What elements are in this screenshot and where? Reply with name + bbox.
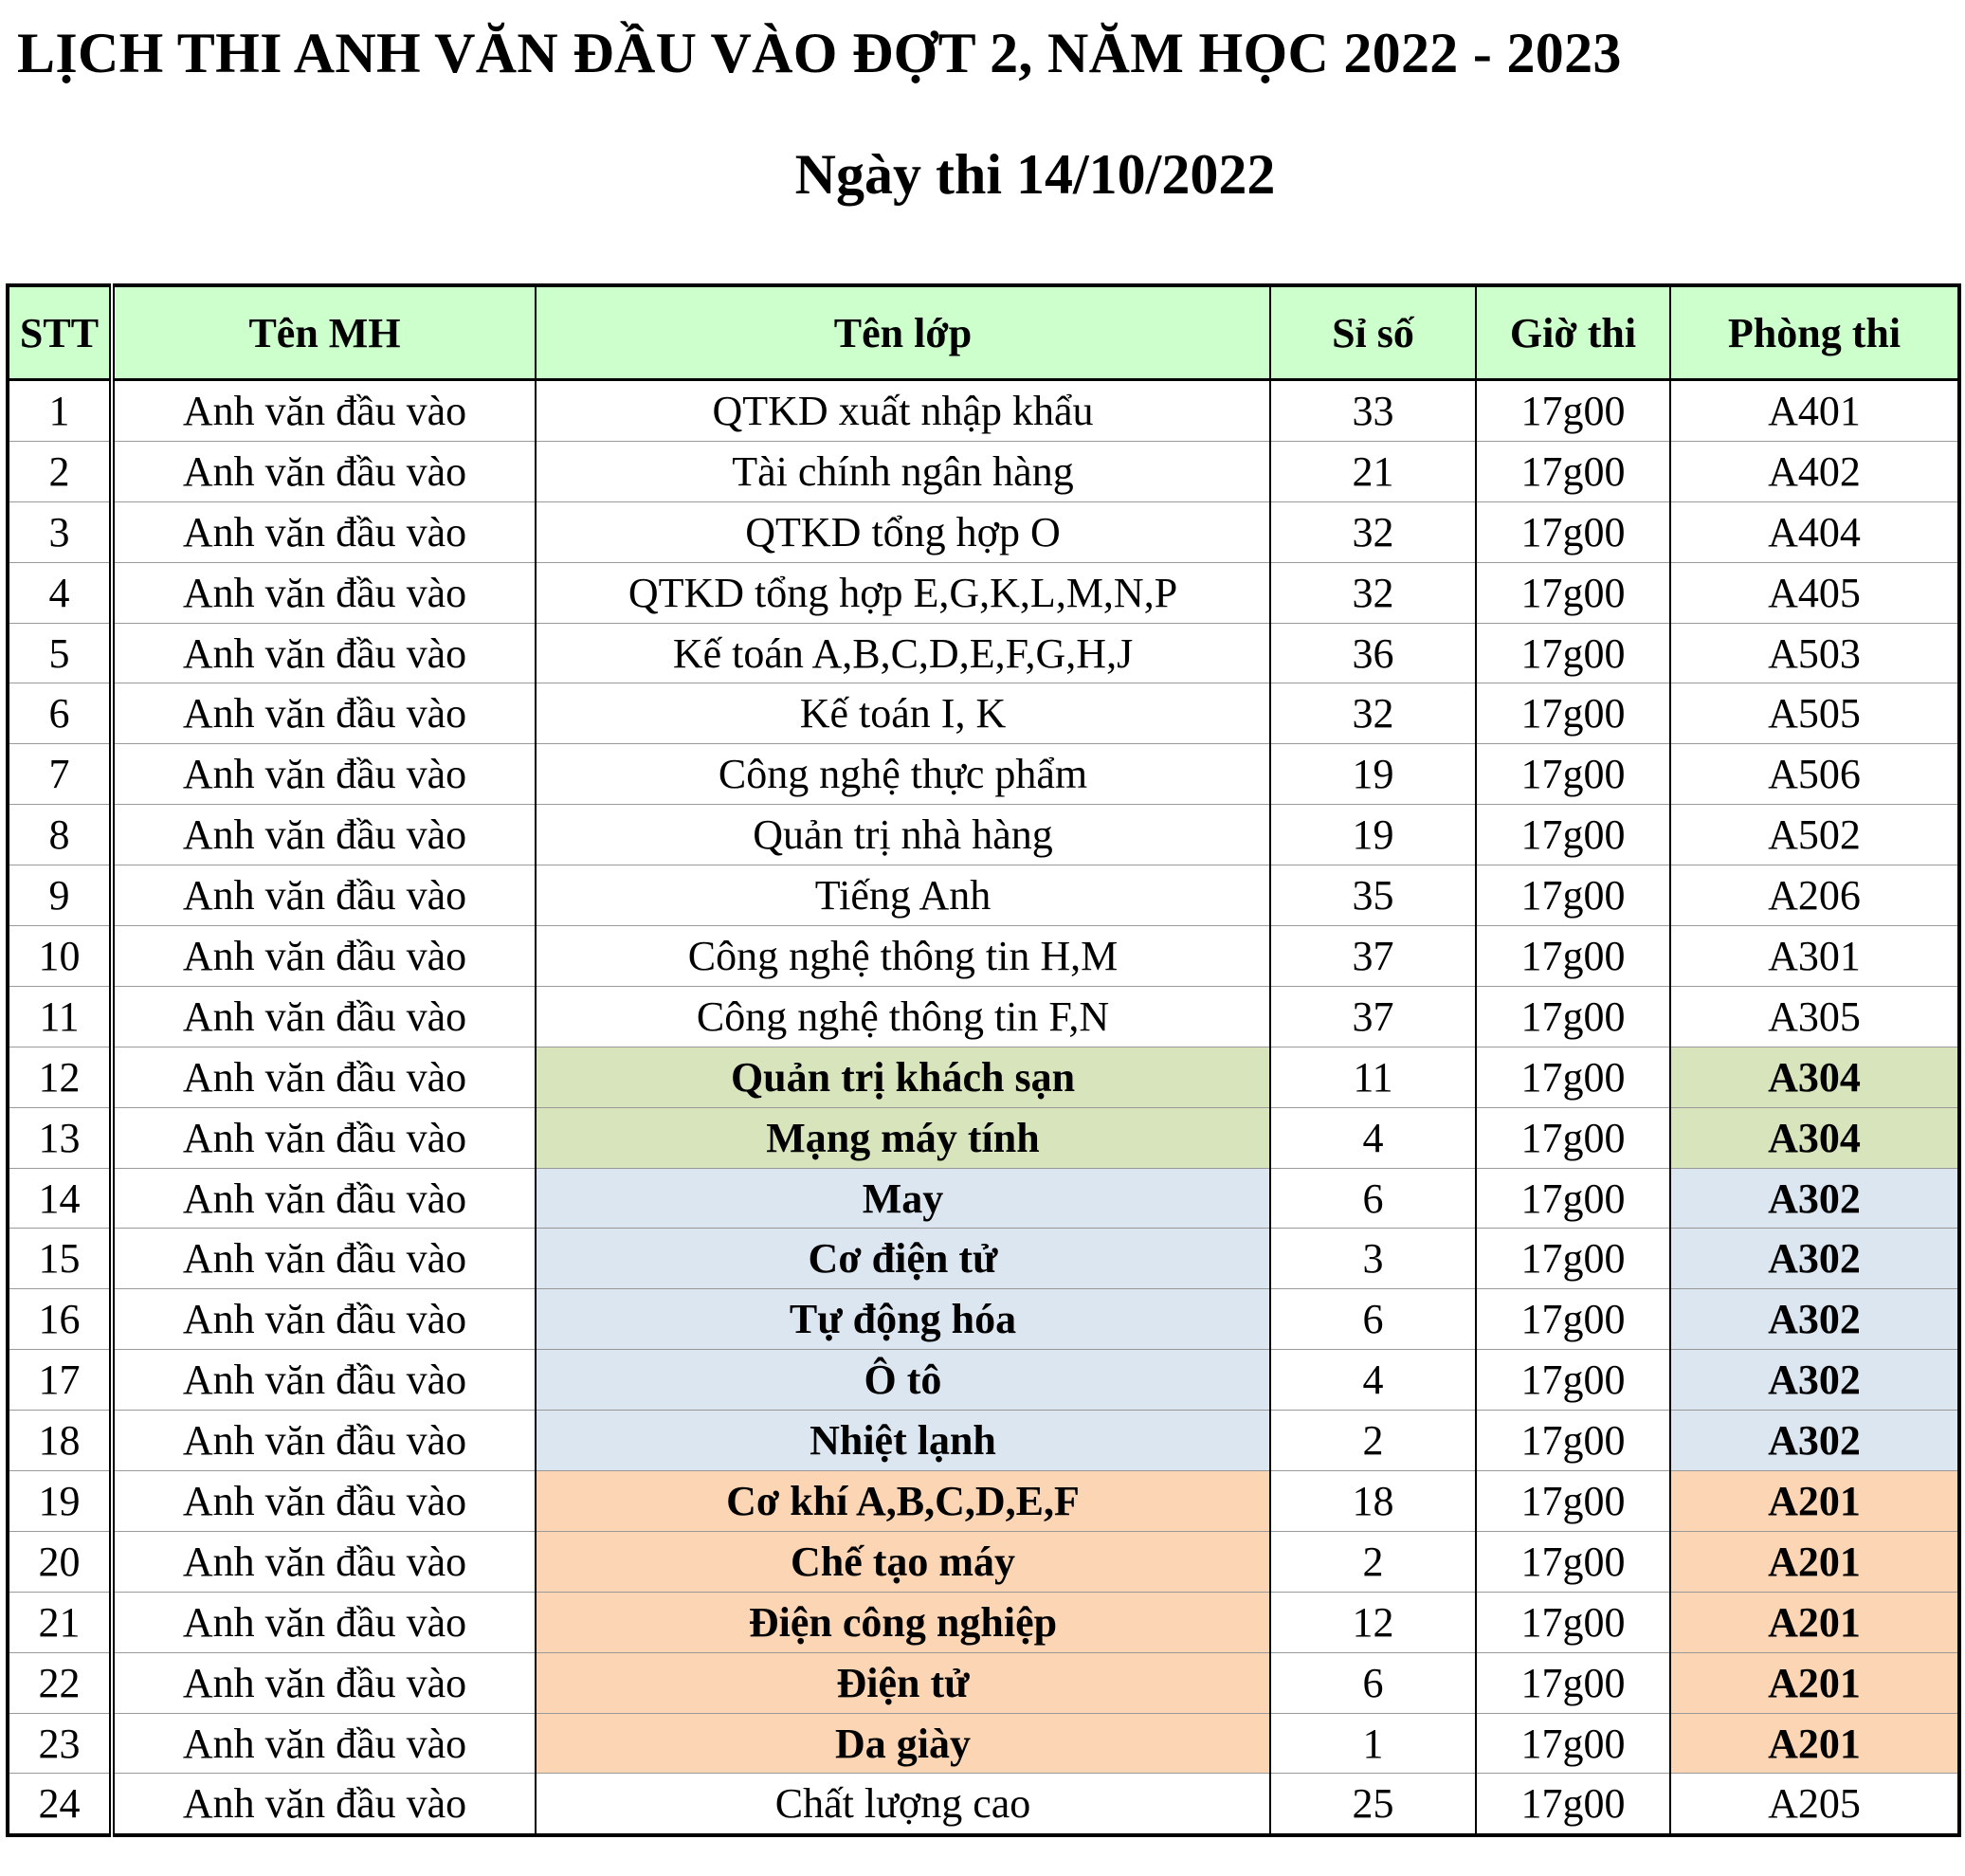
cell-room: A201 (1670, 1652, 1959, 1713)
cell-count: 19 (1270, 744, 1476, 805)
cell-class: Kế toán I, K (536, 683, 1270, 744)
table-row (8, 501, 1959, 562)
table-row (8, 986, 1959, 1047)
cell-time: 17g00 (1476, 1471, 1670, 1532)
cell-class: Chế tạo máy (536, 1531, 1270, 1592)
cell-time: 17g00 (1476, 1168, 1670, 1229)
cell-time: 17g00 (1476, 926, 1670, 987)
cell-time: 17g00 (1476, 1774, 1670, 1835)
table-row (8, 1047, 1959, 1107)
cell-subject: Anh văn đầu vào (112, 1411, 536, 1471)
cell-count: 11 (1270, 1047, 1476, 1107)
cell-room: A201 (1670, 1592, 1959, 1652)
cell-room: A301 (1670, 926, 1959, 987)
cell-room: A206 (1670, 865, 1959, 926)
cell-class: Công nghệ thực phẩm (536, 744, 1270, 805)
table-row (8, 1168, 1959, 1229)
cell-count: 32 (1270, 683, 1476, 744)
cell-stt: 12 (8, 1047, 112, 1107)
cell-count: 6 (1270, 1652, 1476, 1713)
table-row (8, 441, 1959, 501)
cell-subject: Anh văn đầu vào (112, 1350, 536, 1411)
cell-stt: 13 (8, 1107, 112, 1168)
cell-class: Công nghệ thông tin H,M (536, 926, 1270, 987)
cell-time: 17g00 (1476, 501, 1670, 562)
cell-time: 17g00 (1476, 1107, 1670, 1168)
cell-stt: 24 (8, 1774, 112, 1835)
cell-subject: Anh văn đầu vào (112, 380, 536, 442)
cell-class: Kế toán A,B,C,D,E,F,G,H,J (536, 623, 1270, 683)
table-header-row (8, 285, 1959, 380)
cell-class: Tài chính ngân hàng (536, 441, 1270, 501)
cell-subject: Anh văn đầu vào (112, 1047, 536, 1107)
cell-room: A302 (1670, 1229, 1959, 1289)
header-count: Sỉ số (1270, 285, 1476, 380)
cell-class: Cơ khí A,B,C,D,E,F (536, 1471, 1270, 1532)
cell-count: 25 (1270, 1774, 1476, 1835)
cell-count: 37 (1270, 926, 1476, 987)
cell-time: 17g00 (1476, 1531, 1670, 1592)
cell-subject: Anh văn đầu vào (112, 1592, 536, 1652)
cell-stt: 18 (8, 1411, 112, 1471)
cell-stt: 4 (8, 562, 112, 623)
table-row (8, 1350, 1959, 1411)
cell-time: 17g00 (1476, 865, 1670, 926)
table-row (8, 926, 1959, 987)
cell-class: Chất lượng cao (536, 1774, 1270, 1835)
header-class: Tên lớp (536, 285, 1270, 380)
cell-room: A302 (1670, 1289, 1959, 1350)
cell-count: 3 (1270, 1229, 1476, 1289)
cell-stt: 19 (8, 1471, 112, 1532)
cell-subject: Anh văn đầu vào (112, 501, 536, 562)
cell-room: A302 (1670, 1350, 1959, 1411)
cell-room: A205 (1670, 1774, 1959, 1835)
cell-class: Quản trị khách sạn (536, 1047, 1270, 1107)
cell-stt: 16 (8, 1289, 112, 1350)
cell-count: 32 (1270, 562, 1476, 623)
cell-count: 6 (1270, 1289, 1476, 1350)
cell-count: 12 (1270, 1592, 1476, 1652)
cell-room: A506 (1670, 744, 1959, 805)
cell-stt: 15 (8, 1229, 112, 1289)
cell-subject: Anh văn đầu vào (112, 441, 536, 501)
cell-count: 37 (1270, 986, 1476, 1047)
cell-room: A302 (1670, 1168, 1959, 1229)
table-row (8, 805, 1959, 865)
cell-stt: 9 (8, 865, 112, 926)
exam-date: Ngày thi 14/10/2022 (794, 143, 1276, 206)
cell-subject: Anh văn đầu vào (112, 623, 536, 683)
cell-time: 17g00 (1476, 1713, 1670, 1774)
cell-subject: Anh văn đầu vào (112, 1713, 536, 1774)
header-time: Giờ thi (1476, 285, 1670, 380)
cell-stt: 2 (8, 441, 112, 501)
cell-class: Công nghệ thông tin F,N (536, 986, 1270, 1047)
cell-subject: Anh văn đầu vào (112, 683, 536, 744)
exam-schedule-table (6, 283, 1961, 1837)
cell-stt: 21 (8, 1592, 112, 1652)
cell-room: A405 (1670, 562, 1959, 623)
cell-subject: Anh văn đầu vào (112, 986, 536, 1047)
cell-count: 1 (1270, 1713, 1476, 1774)
cell-stt: 10 (8, 926, 112, 987)
cell-count: 21 (1270, 441, 1476, 501)
cell-subject: Anh văn đầu vào (112, 1471, 536, 1532)
cell-class: Mạng máy tính (536, 1107, 1270, 1168)
table-row (8, 1471, 1959, 1532)
cell-subject: Anh văn đầu vào (112, 1229, 536, 1289)
cell-subject: Anh văn đầu vào (112, 926, 536, 987)
cell-stt: 7 (8, 744, 112, 805)
cell-count: 19 (1270, 805, 1476, 865)
page-title: LỊCH THI ANH VĂN ĐẦU VÀO ĐỢT 2, NĂM HỌC 2022 - 2023 (17, 22, 1622, 84)
cell-count: 33 (1270, 380, 1476, 442)
table-row (8, 1592, 1959, 1652)
cell-subject: Anh văn đầu vào (112, 805, 536, 865)
cell-count: 18 (1270, 1471, 1476, 1532)
table-row (8, 623, 1959, 683)
cell-room: A404 (1670, 501, 1959, 562)
cell-class: Tiếng Anh (536, 865, 1270, 926)
table-row (8, 380, 1959, 442)
header-subject: Tên MH (112, 285, 536, 380)
cell-stt: 23 (8, 1713, 112, 1774)
cell-count: 2 (1270, 1531, 1476, 1592)
cell-time: 17g00 (1476, 1229, 1670, 1289)
cell-stt: 11 (8, 986, 112, 1047)
cell-count: 35 (1270, 865, 1476, 926)
table-row (8, 1289, 1959, 1350)
cell-class: Điện công nghiệp (536, 1592, 1270, 1652)
table-row (8, 683, 1959, 744)
cell-time: 17g00 (1476, 380, 1670, 442)
cell-subject: Anh văn đầu vào (112, 865, 536, 926)
cell-class: Cơ điện tử (536, 1229, 1270, 1289)
cell-time: 17g00 (1476, 744, 1670, 805)
cell-subject: Anh văn đầu vào (112, 1774, 536, 1835)
cell-subject: Anh văn đầu vào (112, 1652, 536, 1713)
cell-room: A304 (1670, 1107, 1959, 1168)
table-row (8, 1652, 1959, 1713)
cell-subject: Anh văn đầu vào (112, 1289, 536, 1350)
cell-room: A305 (1670, 986, 1959, 1047)
table-row (8, 1531, 1959, 1592)
cell-stt: 5 (8, 623, 112, 683)
cell-time: 17g00 (1476, 441, 1670, 501)
cell-time: 17g00 (1476, 805, 1670, 865)
cell-class: Quản trị nhà hàng (536, 805, 1270, 865)
cell-class: Điện tử (536, 1652, 1270, 1713)
cell-class: QTKD tổng hợp E,G,K,L,M,N,P (536, 562, 1270, 623)
cell-time: 17g00 (1476, 1289, 1670, 1350)
cell-room: A201 (1670, 1471, 1959, 1532)
cell-class: Ô tô (536, 1350, 1270, 1411)
cell-time: 17g00 (1476, 1592, 1670, 1652)
cell-stt: 6 (8, 683, 112, 744)
table-row (8, 1774, 1959, 1835)
cell-stt: 1 (8, 380, 112, 442)
table-row (8, 1229, 1959, 1289)
cell-count: 4 (1270, 1350, 1476, 1411)
table-row (8, 744, 1959, 805)
cell-class: Tự động hóa (536, 1289, 1270, 1350)
cell-subject: Anh văn đầu vào (112, 744, 536, 805)
cell-room: A505 (1670, 683, 1959, 744)
cell-class: QTKD xuất nhập khẩu (536, 380, 1270, 442)
cell-time: 17g00 (1476, 1411, 1670, 1471)
cell-time: 17g00 (1476, 1652, 1670, 1713)
table-row (8, 562, 1959, 623)
cell-subject: Anh văn đầu vào (112, 1168, 536, 1229)
cell-room: A304 (1670, 1047, 1959, 1107)
cell-stt: 14 (8, 1168, 112, 1229)
cell-time: 17g00 (1476, 562, 1670, 623)
cell-room: A201 (1670, 1531, 1959, 1592)
header-room: Phòng thi (1670, 285, 1959, 380)
cell-class: May (536, 1168, 1270, 1229)
table-row (8, 865, 1959, 926)
cell-room: A401 (1670, 380, 1959, 442)
cell-subject: Anh văn đầu vào (112, 562, 536, 623)
cell-count: 4 (1270, 1107, 1476, 1168)
cell-stt: 17 (8, 1350, 112, 1411)
table-row (8, 1411, 1959, 1471)
table-row (8, 1107, 1959, 1168)
cell-room: A503 (1670, 623, 1959, 683)
cell-room: A402 (1670, 441, 1959, 501)
cell-room: A302 (1670, 1411, 1959, 1471)
cell-stt: 3 (8, 501, 112, 562)
cell-count: 36 (1270, 623, 1476, 683)
cell-time: 17g00 (1476, 683, 1670, 744)
header-stt: STT (8, 285, 112, 380)
cell-subject: Anh văn đầu vào (112, 1107, 536, 1168)
cell-class: QTKD tổng hợp O (536, 501, 1270, 562)
cell-room: A502 (1670, 805, 1959, 865)
cell-count: 2 (1270, 1411, 1476, 1471)
cell-time: 17g00 (1476, 1047, 1670, 1107)
cell-count: 32 (1270, 501, 1476, 562)
cell-room: A201 (1670, 1713, 1959, 1774)
cell-stt: 8 (8, 805, 112, 865)
table-row (8, 1713, 1959, 1774)
cell-class: Nhiệt lạnh (536, 1411, 1270, 1471)
cell-time: 17g00 (1476, 623, 1670, 683)
cell-time: 17g00 (1476, 1350, 1670, 1411)
cell-stt: 20 (8, 1531, 112, 1592)
cell-time: 17g00 (1476, 986, 1670, 1047)
cell-class: Da giày (536, 1713, 1270, 1774)
cell-count: 6 (1270, 1168, 1476, 1229)
cell-subject: Anh văn đầu vào (112, 1531, 536, 1592)
cell-stt: 22 (8, 1652, 112, 1713)
